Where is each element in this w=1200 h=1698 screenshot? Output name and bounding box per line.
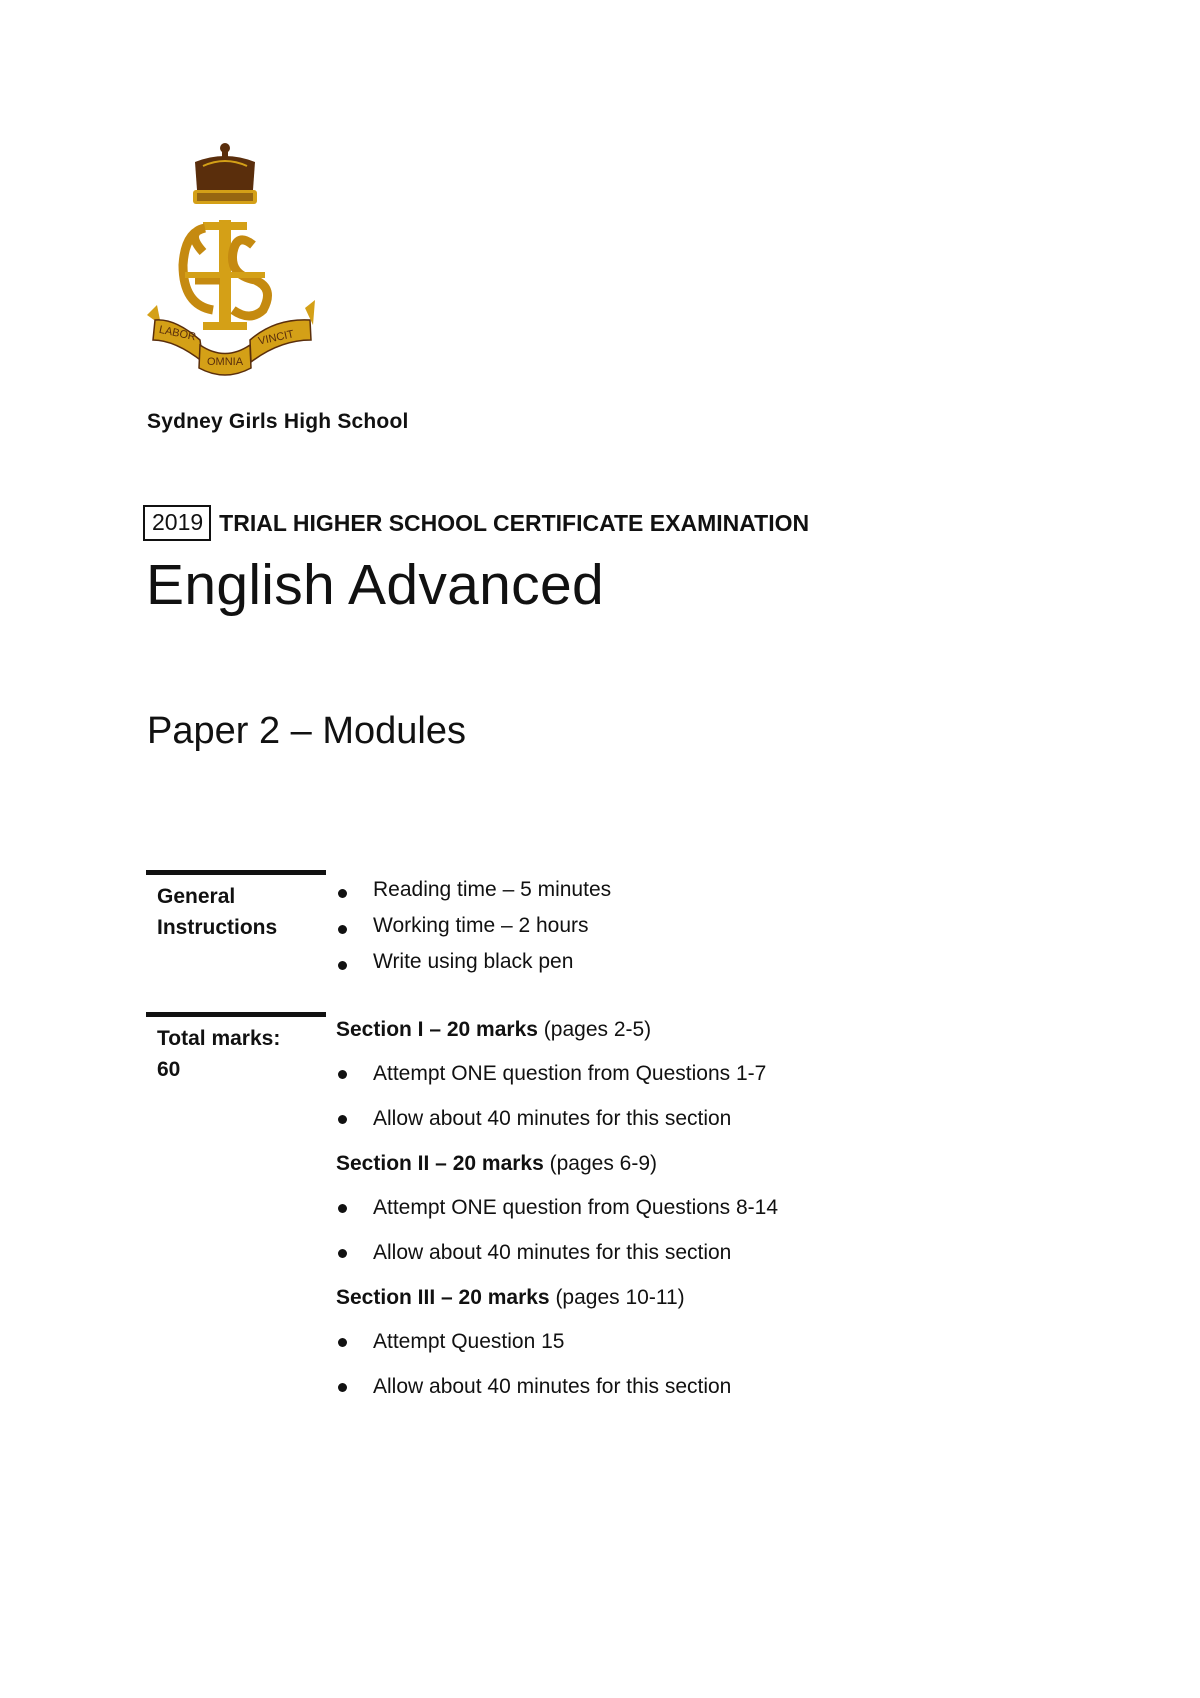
list-item: Reading time – 5 minutes: [336, 878, 611, 914]
section-pages: (pages 2-5): [537, 1018, 652, 1041]
section-heading: [336, 1284, 778, 1328]
section-pages: (pages 6-9): [543, 1152, 658, 1175]
school-crest-icon: [145, 140, 325, 390]
school-name: Sydney Girls High School: [147, 410, 409, 433]
general-instructions-label: [146, 870, 326, 943]
list-item: Attempt Question 15: [336, 1328, 778, 1373]
section-pages: (pages 10-11): [549, 1286, 685, 1309]
section-title: Section I – 20 marks: [336, 1018, 538, 1041]
motto-left: LABOR: [157, 323, 197, 344]
list-item: Attempt ONE question from Questions 8-14: [336, 1194, 778, 1239]
section-heading: [336, 1016, 778, 1060]
general-label-line1: General: [157, 885, 236, 908]
general-instructions-list: [336, 878, 611, 986]
exam-title: TRIAL HIGHER SCHOOL CERTIFICATE EXAMINATION: [219, 509, 810, 536]
section-title: Section II – 20 marks: [336, 1152, 544, 1175]
crown-icon: [193, 143, 257, 204]
motto-right: VINCIT: [257, 328, 296, 348]
section-heading: [336, 1150, 778, 1194]
list-item: Working time – 2 hours: [336, 914, 611, 950]
section-3: [336, 1284, 778, 1418]
sections-list: [336, 1016, 778, 1418]
list-item: Allow about 40 minutes for this section: [336, 1239, 778, 1284]
section-1: [336, 1016, 778, 1150]
general-label-line2: Instructions: [157, 916, 278, 939]
list-item: Write using black pen: [336, 950, 611, 986]
list-item: Allow about 40 minutes for this section: [336, 1373, 778, 1418]
monogram-icon: [183, 220, 268, 330]
list-item: Attempt ONE question from Questions 1-7: [336, 1060, 778, 1105]
total-label-line2: 60: [157, 1058, 181, 1081]
exam-heading: [143, 505, 809, 541]
motto-center: OMNIA: [207, 356, 244, 368]
list-item: Allow about 40 minutes for this section: [336, 1105, 778, 1150]
total-marks-label: [146, 1012, 326, 1085]
paper-title: Paper 2 – Modules: [147, 710, 466, 752]
section-title: Section III – 20 marks: [336, 1286, 550, 1309]
section-2: [336, 1150, 778, 1284]
exam-year: 2019: [143, 505, 211, 541]
total-label-line1: Total marks:: [157, 1027, 281, 1050]
subject-title: English Advanced: [146, 553, 604, 617]
